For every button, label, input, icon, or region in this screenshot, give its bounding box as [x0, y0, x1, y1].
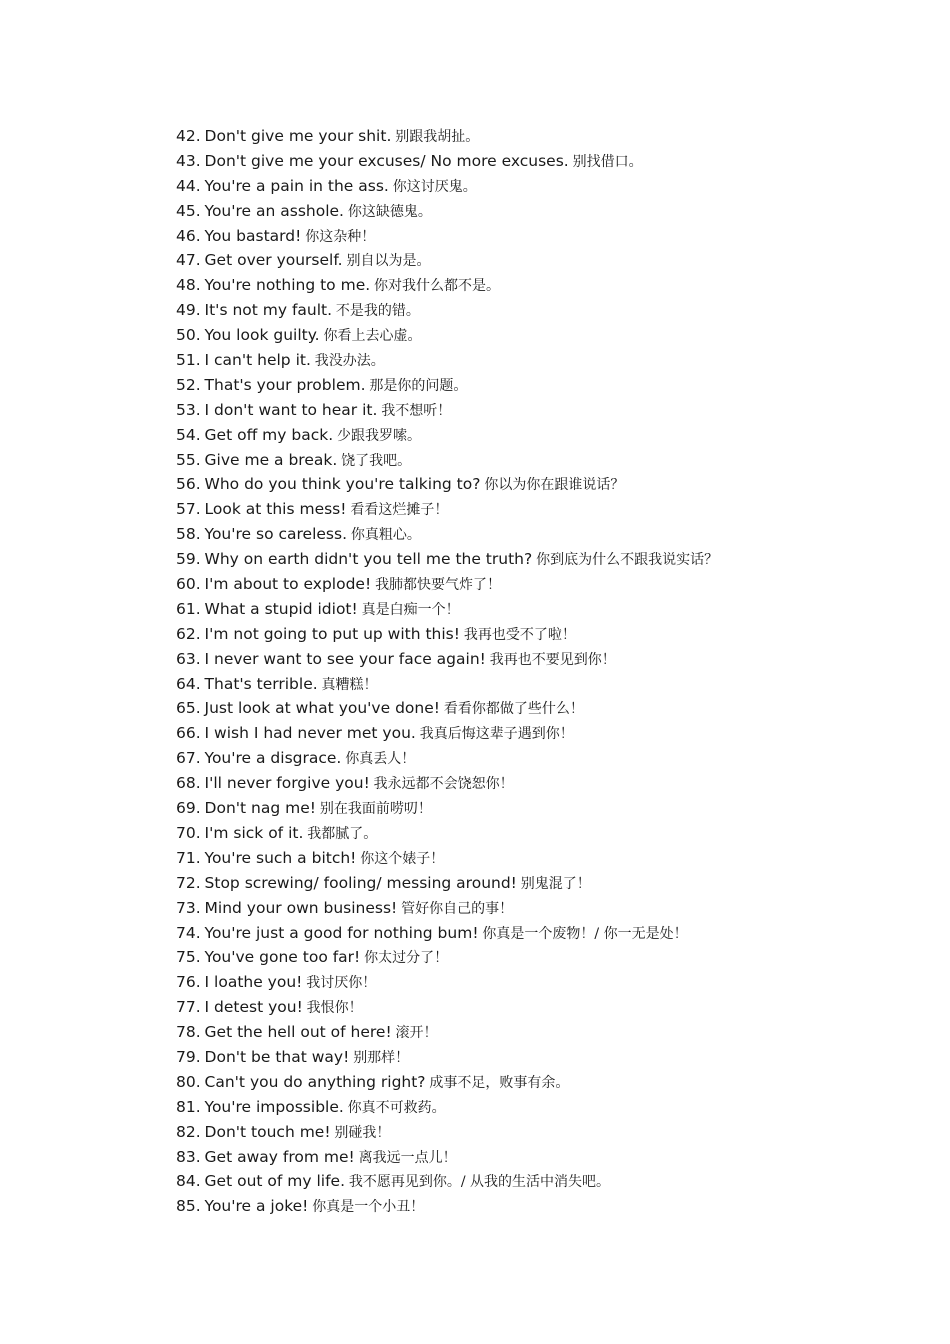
list-item [176, 199, 916, 224]
item-number: 83. [176, 1147, 201, 1166]
chinese-translation: 我都腻了。 [307, 825, 378, 842]
chinese-translation: 别碰我！ [334, 1124, 391, 1141]
chinese-translation: 离我远一点儿！ [358, 1149, 457, 1166]
list-item [176, 896, 916, 921]
english-phrase: I wish I had never met you. [204, 724, 416, 743]
english-phrase: I'm not going to put up with this! [204, 624, 460, 643]
item-number: 59. [176, 550, 201, 569]
list-item [176, 1145, 916, 1170]
chinese-translation: 你到底为什么不跟我说实话？ [536, 552, 719, 569]
item-number: 62. [176, 624, 201, 643]
chinese-translation: 我再也不要见到你！ [489, 651, 616, 668]
english-phrase: What a stupid idiot! [204, 599, 358, 618]
english-phrase: Get over yourself. [204, 251, 343, 270]
list-item [176, 1194, 916, 1219]
chinese-translation: 你真是一个废物！/ 你一无是处！ [482, 925, 688, 942]
chinese-translation: 你真丢人！ [345, 751, 416, 768]
list-item [176, 871, 916, 896]
item-number: 56. [176, 475, 201, 494]
item-number: 82. [176, 1122, 201, 1141]
chinese-translation: 少跟我罗嗦。 [337, 427, 422, 444]
item-number: 58. [176, 525, 201, 544]
chinese-translation: 看看你都做了些什么！ [443, 701, 584, 718]
english-phrase: You're such a bitch! [204, 848, 357, 867]
english-phrase: Stop screwing/ fooling/ messing around! [204, 873, 517, 892]
chinese-translation: 真糟糕！ [321, 676, 378, 693]
list-item [176, 970, 916, 995]
list-item [176, 522, 916, 547]
item-number: 63. [176, 649, 201, 668]
item-number: 75. [176, 948, 201, 967]
item-number: 72. [176, 873, 201, 892]
english-phrase: Why on earth didn't you tell me the truth? [204, 550, 533, 569]
list-item [176, 273, 916, 298]
list-item [176, 921, 916, 946]
english-phrase: Get out of my life. [204, 1172, 345, 1191]
english-phrase: Don't give me your shit. [204, 127, 392, 145]
english-phrase: You're a joke! [204, 1197, 309, 1216]
list-item [176, 945, 916, 970]
item-number: 49. [176, 301, 201, 320]
english-phrase: Mind your own business! [204, 898, 398, 917]
chinese-translation: 别跟我胡扯。 [395, 129, 480, 145]
english-phrase: That's terrible. [204, 674, 318, 693]
item-number: 57. [176, 500, 201, 519]
list-item [176, 846, 916, 871]
item-number: 60. [176, 575, 201, 594]
list-item [176, 224, 916, 249]
list-item [176, 622, 916, 647]
chinese-translation: 我不想听！ [381, 402, 452, 419]
english-phrase: Get away from me! [204, 1147, 355, 1166]
list-item [176, 149, 916, 174]
chinese-translation: 看看这烂摊子！ [350, 502, 449, 519]
english-phrase: Get off my back. [204, 425, 334, 444]
item-number: 65. [176, 699, 201, 718]
english-phrase: You're nothing to me. [204, 276, 371, 295]
english-phrase: You're so careless. [204, 525, 347, 544]
list-item [176, 1169, 916, 1194]
english-phrase: I can't help it. [204, 351, 311, 370]
list-item [176, 771, 916, 796]
list-item [176, 696, 916, 721]
item-number: 51. [176, 351, 201, 370]
chinese-translation: 你真是一个小丑！ [312, 1199, 425, 1216]
chinese-translation: 我肺都快要气炸了！ [375, 577, 502, 594]
english-phrase: Just look at what you've done! [204, 699, 440, 718]
list-item [176, 423, 916, 448]
item-number: 73. [176, 898, 201, 917]
item-number: 79. [176, 1047, 201, 1066]
english-phrase: You're a disgrace. [204, 749, 342, 768]
item-number: 66. [176, 724, 201, 743]
item-number: 67. [176, 749, 201, 768]
list-item [176, 1095, 916, 1120]
chinese-translation: 你这个婊子！ [360, 850, 445, 867]
chinese-translation: 管好你自己的事！ [401, 900, 514, 917]
list-item [176, 672, 916, 697]
english-phrase: You're impossible. [204, 1097, 344, 1116]
item-number: 44. [176, 176, 201, 195]
list-item [176, 746, 916, 771]
english-phrase: I'll never forgive you! [204, 774, 370, 793]
item-number: 77. [176, 998, 201, 1017]
english-phrase: You look guilty. [204, 326, 320, 345]
list-item [176, 995, 916, 1020]
list-item [176, 796, 916, 821]
item-number: 43. [176, 151, 201, 170]
english-phrase: You're a pain in the ass. [204, 176, 389, 195]
english-phrase: Who do you think you're talking to? [204, 475, 481, 494]
chinese-translation: 我永远都不会饶恕你！ [373, 776, 514, 793]
english-phrase: I never want to see your face again! [204, 649, 486, 668]
list-item [176, 298, 916, 323]
item-number: 69. [176, 799, 201, 818]
english-phrase: That's your problem. [204, 375, 366, 394]
chinese-translation: 别在我面前唠叨！ [319, 801, 432, 818]
chinese-translation: 你真粗心。 [350, 527, 421, 544]
item-number: 42. [176, 127, 201, 145]
english-phrase: You're an asshole. [204, 201, 344, 220]
chinese-translation: 你以为你在跟谁说话？ [484, 477, 625, 494]
item-number: 81. [176, 1097, 201, 1116]
list-item [176, 647, 916, 672]
chinese-translation: 你对我什么都不是。 [374, 278, 501, 295]
english-phrase: Don't give me your excuses/ No more excuses. [204, 151, 569, 170]
list-item [176, 472, 916, 497]
chinese-translation: 我讨厌你！ [306, 975, 377, 992]
item-number: 48. [176, 276, 201, 295]
english-phrase: I detest you! [204, 998, 303, 1017]
list-item [176, 373, 916, 398]
chinese-translation: 我没办法。 [314, 353, 385, 370]
list-item [176, 448, 916, 473]
english-phrase: Look at this mess! [204, 500, 347, 519]
item-number: 47. [176, 251, 201, 270]
item-number: 61. [176, 599, 201, 618]
list-item [176, 821, 916, 846]
item-number: 54. [176, 425, 201, 444]
english-phrase: You're just a good for nothing bum! [204, 923, 479, 942]
list-item [176, 1045, 916, 1070]
chinese-translation: 你这杂种！ [305, 228, 376, 245]
chinese-translation: 你太过分了！ [364, 950, 449, 967]
chinese-translation: 成事不足，败事有余。 [429, 1074, 570, 1091]
english-phrase: I'm sick of it. [204, 823, 304, 842]
chinese-translation: 你这讨厌鬼。 [392, 178, 477, 195]
list-item [176, 597, 916, 622]
list-item [176, 323, 916, 348]
list-item [176, 174, 916, 199]
english-phrase: Give me a break. [204, 450, 338, 469]
chinese-translation: 我恨你！ [306, 1000, 363, 1017]
list-item [176, 248, 916, 273]
item-number: 85. [176, 1197, 201, 1216]
list-item [176, 1070, 916, 1095]
english-phrase: It's not my fault. [204, 301, 333, 320]
list-item [176, 497, 916, 522]
list-item [176, 1120, 916, 1145]
english-phrase: Don't touch me! [204, 1122, 331, 1141]
chinese-translation: 别鬼混了！ [520, 875, 591, 892]
item-number: 74. [176, 923, 201, 942]
list-item [176, 398, 916, 423]
chinese-translation: 真是白痴一个！ [361, 601, 460, 618]
list-item [176, 348, 916, 373]
item-number: 53. [176, 400, 201, 419]
list-item [176, 721, 916, 746]
chinese-translation: 我不愿再见到你。/ 从我的生活中消失吧。 [348, 1174, 611, 1191]
english-phrase: You bastard! [204, 226, 302, 245]
list-item [176, 1020, 916, 1045]
chinese-translation: 我真后悔这辈子遇到你！ [419, 726, 574, 743]
english-phrase: Don't be that way! [204, 1047, 350, 1066]
english-phrase: Don't nag me! [204, 799, 316, 818]
item-number: 64. [176, 674, 201, 693]
list-item [176, 547, 916, 572]
english-phrase: You've gone too far! [204, 948, 361, 967]
item-number: 78. [176, 1023, 201, 1042]
chinese-translation: 不是我的错。 [335, 303, 420, 320]
chinese-translation: 那是你的问题。 [369, 377, 468, 394]
chinese-translation: 你看上去心虚。 [323, 328, 422, 345]
list-item [176, 124, 916, 149]
item-number: 52. [176, 375, 201, 394]
english-phrase: I loathe you! [204, 973, 303, 992]
list-item [176, 572, 916, 597]
chinese-translation: 别找借口。 [572, 153, 643, 170]
chinese-translation: 别那样！ [353, 1049, 410, 1066]
chinese-translation: 你这缺德鬼。 [347, 203, 432, 220]
chinese-translation: 你真不可救药。 [347, 1099, 446, 1116]
item-number: 84. [176, 1172, 201, 1191]
item-number: 76. [176, 973, 201, 992]
phrase-list [176, 124, 916, 1219]
chinese-translation: 我再也受不了啦！ [463, 626, 576, 643]
english-phrase: Get the hell out of here! [204, 1023, 392, 1042]
chinese-translation: 饶了我吧。 [341, 452, 412, 469]
english-phrase: I don't want to hear it. [204, 400, 378, 419]
english-phrase: Can't you do anything right? [204, 1072, 426, 1091]
chinese-translation: 滚开！ [395, 1025, 438, 1042]
english-phrase: I'm about to explode! [204, 575, 372, 594]
item-number: 50. [176, 326, 201, 345]
item-number: 46. [176, 226, 201, 245]
item-number: 71. [176, 848, 201, 867]
item-number: 68. [176, 774, 201, 793]
item-number: 45. [176, 201, 201, 220]
item-number: 70. [176, 823, 201, 842]
item-number: 80. [176, 1072, 201, 1091]
item-number: 55. [176, 450, 201, 469]
chinese-translation: 别自以为是。 [346, 253, 431, 270]
